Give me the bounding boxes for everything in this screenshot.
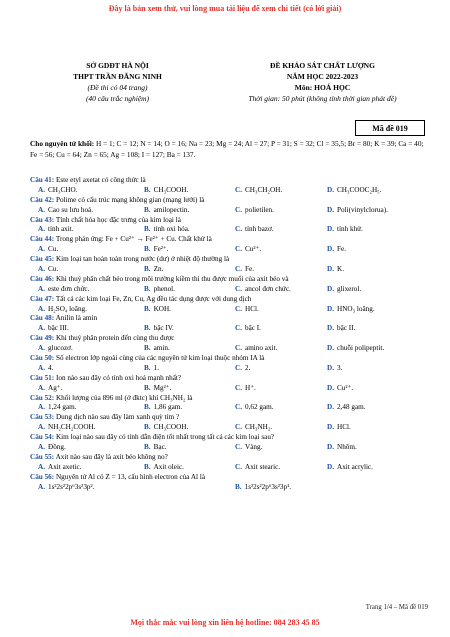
question-text: Khi thuỷ phân protein đến cùng thu được <box>55 334 175 343</box>
answer-option <box>327 206 388 216</box>
answer-option <box>235 384 256 394</box>
option-text: tính axit. <box>48 225 74 234</box>
option-letter: D. <box>327 205 334 214</box>
option-text: Fe. <box>337 245 346 254</box>
answer-option <box>327 186 381 196</box>
option-letter: C. <box>235 225 242 234</box>
question-text: Số electron lớp ngoài cùng của các nguyên tử kim loại thuộc nhóm IA là <box>55 354 265 363</box>
question-number: Câu 47: <box>30 294 55 303</box>
question-item <box>30 235 430 255</box>
question-item <box>30 473 430 493</box>
answer-option <box>144 265 163 275</box>
answer-option <box>327 305 375 315</box>
option-text: Mg²⁺. <box>153 383 172 392</box>
option-text: H₂SO₄ loãng. <box>48 304 87 313</box>
option-letter: D. <box>327 403 334 412</box>
atomic-mass-note <box>30 138 428 160</box>
option-text: NH₂CH₂COOH. <box>48 423 96 432</box>
option-text: 1,24 gam. <box>48 403 77 412</box>
answer-option <box>38 225 74 235</box>
answer-option <box>144 186 188 196</box>
option-letter: C. <box>235 245 242 254</box>
question-item <box>30 216 430 236</box>
option-letter: C. <box>235 205 242 214</box>
question-stem <box>30 295 430 305</box>
answer-option <box>235 206 274 216</box>
question-text: Este etyl axetat có công thức là <box>55 176 146 184</box>
question-text: Khối lượng của 896 ml (ở đktc) khí CH₃NH₂ là <box>55 393 193 402</box>
question-text: Nguyên tử Al có Z = 13, cấu hình electron của Al là <box>55 472 206 481</box>
question-stem <box>30 314 430 324</box>
answer-option <box>144 245 169 255</box>
answer-option <box>38 403 77 413</box>
answer-option <box>235 186 282 196</box>
option-text: Axit acrylic. <box>337 462 373 471</box>
question-number: Câu 51: <box>30 373 55 382</box>
header-right-line: Thời gian: 50 phút (không tính thời gian phát đề) <box>248 94 397 103</box>
answer-option <box>327 285 361 295</box>
option-letter: C. <box>235 185 242 194</box>
exam-code-box: Mã đề 019 <box>355 120 425 136</box>
answer-option <box>38 364 53 374</box>
answer-option <box>235 463 280 473</box>
answer-option <box>235 443 262 453</box>
answer-option <box>235 324 261 334</box>
header-left-line: (40 câu trắc nghiệm) <box>85 94 150 103</box>
answer-option <box>327 423 351 433</box>
question-stem <box>30 176 430 186</box>
option-letter: D. <box>327 462 334 471</box>
answer-option <box>327 443 357 453</box>
answer-option <box>235 245 261 255</box>
answer-option <box>327 245 346 255</box>
question-number: Câu 50: <box>30 354 55 363</box>
question-number: Câu 45: <box>30 255 55 264</box>
question-number: Câu 44: <box>30 235 55 244</box>
question-text: Trong phản ứng: Fe + Cu²⁺ → Fe²⁺ + Cu. Chất khử là <box>55 235 212 244</box>
question-item <box>30 255 430 275</box>
option-letter: B. <box>144 284 151 293</box>
answer-option <box>235 225 274 235</box>
question-number: Câu 42: <box>30 195 55 204</box>
option-letter: B. <box>144 423 151 432</box>
option-letter: A. <box>38 363 45 372</box>
option-text: 1,86 gam. <box>153 403 183 412</box>
option-letter: A. <box>38 383 45 392</box>
option-letter: D. <box>327 245 334 254</box>
option-letter: B. <box>144 245 151 254</box>
option-letter: D. <box>327 423 334 432</box>
answer-options <box>30 206 430 216</box>
question-item <box>30 334 430 354</box>
question-number: Câu 56: <box>30 472 55 481</box>
question-text: Polime có cấu trúc mạng không gian (mạng lưới) là <box>55 195 205 204</box>
question-text: Dung dịch nào sau đây làm xanh quỳ tím ? <box>55 413 180 422</box>
question-number: Câu 55: <box>30 452 55 461</box>
answer-option <box>144 443 167 453</box>
answer-option <box>144 463 184 473</box>
option-text: Zn. <box>153 265 164 274</box>
option-letter: C. <box>235 324 242 333</box>
option-text: bậc III. <box>48 324 69 333</box>
option-text: CH₃COOC₂H₅. <box>337 185 382 194</box>
question-stem <box>30 354 430 364</box>
question-item <box>30 354 430 374</box>
answer-option <box>235 483 291 493</box>
answer-options <box>30 225 430 235</box>
question-item <box>30 275 430 295</box>
answer-option <box>144 206 189 216</box>
answer-option <box>144 403 182 413</box>
answer-option <box>144 384 171 394</box>
option-text: bậc I. <box>245 324 261 333</box>
option-text: glixerol. <box>337 284 362 293</box>
answer-options <box>30 384 430 394</box>
question-stem <box>30 453 430 463</box>
option-text: Vàng. <box>245 443 263 452</box>
option-text: CH₃CHO. <box>48 185 78 194</box>
answer-options <box>30 305 430 315</box>
header-right-line: NĂM HỌC 2022-2023 <box>286 72 359 81</box>
question-number: Câu 52: <box>30 393 55 402</box>
header-left-line: THPT TRẦN ĐĂNG NINH <box>73 72 162 81</box>
exam-info <box>215 60 430 104</box>
option-text: Poli(vinylclorua). <box>337 205 388 214</box>
question-stem <box>30 255 430 265</box>
answer-options <box>30 463 430 473</box>
question-number: Câu 43: <box>30 215 55 224</box>
answer-option <box>235 285 291 295</box>
question-text: Tất cả các kim loại Fe, Zn, Cu, Ag đều tác dụng được với dung dịch <box>55 294 252 303</box>
option-letter: B. <box>144 403 151 412</box>
option-text: glucozơ. <box>48 344 73 353</box>
option-letter: B. <box>144 344 151 353</box>
question-stem <box>30 394 430 404</box>
option-letter: B. <box>144 443 151 452</box>
question-text: Tính chất hóa học đặc trưng của kim loại là <box>55 215 181 224</box>
option-letter: B. <box>144 324 151 333</box>
option-text: Bạc. <box>153 443 167 452</box>
option-text: amino axit. <box>245 344 278 353</box>
question-number: Câu 49: <box>30 334 55 343</box>
option-text: Axit stearic. <box>245 462 281 471</box>
question-stem <box>30 216 430 226</box>
option-text: H⁺. <box>245 383 256 392</box>
answer-option <box>38 206 93 216</box>
answer-option <box>38 423 96 433</box>
answer-option <box>38 285 89 295</box>
answer-options <box>30 443 430 453</box>
answer-option <box>144 364 159 374</box>
answer-option <box>38 344 73 354</box>
option-letter: D. <box>327 344 334 353</box>
question-item <box>30 374 430 394</box>
header-right-line: ĐỀ KHẢO SÁT CHẤT LƯỢNG <box>270 61 375 70</box>
option-text: amin. <box>153 344 170 353</box>
answer-options <box>30 403 430 413</box>
option-letter: A. <box>38 304 45 313</box>
question-stem <box>30 473 430 483</box>
question-item <box>30 394 430 414</box>
option-text: Cu²⁺. <box>337 383 354 392</box>
option-text: ancol đơn chức. <box>245 284 291 293</box>
answer-option <box>144 423 188 433</box>
option-text: Axit oleic. <box>153 462 184 471</box>
answer-option <box>38 186 77 196</box>
option-text: chuỗi polipeptit. <box>337 344 385 353</box>
option-text: Cao su lưu hoá. <box>48 205 94 214</box>
option-text: Cu²⁺. <box>245 245 262 254</box>
option-letter: C. <box>235 443 242 452</box>
answer-option <box>144 285 175 295</box>
answer-options <box>30 245 430 255</box>
option-text: tính bazơ. <box>245 225 274 234</box>
answer-options <box>30 483 430 493</box>
answer-options <box>30 324 430 334</box>
question-stem <box>30 196 430 206</box>
option-letter: C. <box>235 383 242 392</box>
question-number: Câu 46: <box>30 274 55 283</box>
answer-option <box>235 305 259 315</box>
option-text: bậc IV. <box>153 324 174 333</box>
question-item <box>30 295 430 315</box>
option-text: KOH. <box>153 304 171 313</box>
option-text: 1s²2s²2p⁶3s²3p². <box>48 482 95 491</box>
answer-option <box>38 483 94 493</box>
question-text: Ion nào sau đây có tính oxi hoá mạnh nhất? <box>55 373 182 382</box>
option-letter: B. <box>235 482 242 491</box>
option-letter: A. <box>38 482 45 491</box>
option-text: phenol. <box>153 284 175 293</box>
option-text: Axit axetic. <box>48 462 82 471</box>
option-letter: A. <box>38 324 45 333</box>
answer-option <box>38 384 62 394</box>
option-letter: D. <box>327 304 334 313</box>
option-text: tính oxi hóa. <box>153 225 190 234</box>
question-stem <box>30 235 430 245</box>
option-letter: A. <box>38 462 45 471</box>
option-text: 2. <box>245 363 251 372</box>
answer-option <box>327 403 366 413</box>
option-letter: D. <box>327 185 334 194</box>
question-list <box>30 176 430 493</box>
answer-option <box>235 265 254 275</box>
option-text: Đồng. <box>48 443 66 452</box>
option-text: 3. <box>337 363 343 372</box>
question-item <box>30 176 430 196</box>
atomic-mass-values: H = 1; C = 12; N = 14; O = 16; Na = 23; Mg = 24; Al = 27; P = 31; S = 32; Cl = 35,5; Br = 80; K = 39; Ca = 40; Fe = 56; Cu = 64; Zn = 65; Ag = 108; I = 127; Ba = 137. <box>30 139 424 159</box>
option-text: Cu. <box>48 245 59 254</box>
option-text: este đơn chức. <box>48 284 90 293</box>
answer-option <box>38 245 58 255</box>
answer-option <box>327 344 384 354</box>
option-text: CH₃CH₂OH. <box>245 185 283 194</box>
answer-option <box>144 225 190 235</box>
answer-option <box>144 324 174 334</box>
option-text: HCl. <box>245 304 259 313</box>
option-letter: A. <box>38 344 45 353</box>
question-item <box>30 196 430 216</box>
option-letter: B. <box>144 363 151 372</box>
question-item <box>30 314 430 334</box>
answer-option <box>327 384 353 394</box>
option-letter: D. <box>327 383 334 392</box>
option-letter: C. <box>235 284 242 293</box>
option-text: K. <box>337 265 344 274</box>
option-letter: B. <box>144 185 151 194</box>
option-letter: D. <box>327 324 334 333</box>
option-letter: A. <box>38 205 45 214</box>
answer-options <box>30 285 430 295</box>
option-text: 4. <box>48 363 54 372</box>
hotline-banner: Mọi thắc mắc vui lòng xin liên hệ hotline: 084 283 45 85 <box>130 618 320 627</box>
option-letter: D. <box>327 225 334 234</box>
question-number: Câu 41: <box>30 176 55 184</box>
question-text: Kim loại tan hoàn toàn trong nước (dư) ở nhiệt độ thường là <box>55 255 230 264</box>
option-letter: C. <box>235 423 242 432</box>
option-letter: A. <box>38 225 45 234</box>
answer-option <box>327 225 363 235</box>
option-letter: A. <box>38 265 45 274</box>
option-letter: A. <box>38 423 45 432</box>
option-text: Fe²⁺. <box>153 245 169 254</box>
question-text: Khi thuỷ phân chất béo trong môi trường kiềm thì thu được muối của axit béo và <box>55 274 289 283</box>
answer-option <box>38 324 69 334</box>
option-letter: D. <box>327 363 334 372</box>
option-text: 0,62 gam. <box>245 403 274 412</box>
atomic-mass-label: Cho nguyên tử khối: <box>30 139 95 148</box>
option-text: HCl. <box>337 423 351 432</box>
option-letter: B. <box>144 462 151 471</box>
question-number: Câu 53: <box>30 413 55 422</box>
option-letter: C. <box>235 304 242 313</box>
answer-option <box>235 403 274 413</box>
header-left-line: SỞ GDĐT HÀ NỘI <box>86 61 149 70</box>
question-text: Anilin là amin <box>55 314 98 323</box>
header-left-line: (Đề thi có 04 trang) <box>87 83 148 92</box>
answer-option <box>38 265 58 275</box>
question-stem <box>30 433 430 443</box>
answer-option <box>144 305 171 315</box>
option-text: 1. <box>153 363 159 372</box>
option-letter: C. <box>235 265 242 274</box>
question-stem <box>30 334 430 344</box>
question-stem <box>30 374 430 384</box>
option-letter: C. <box>235 363 242 372</box>
answer-option <box>327 463 373 473</box>
option-text: bậc II. <box>337 324 356 333</box>
answer-options <box>30 265 430 275</box>
answer-option <box>235 423 272 433</box>
option-text: Cu. <box>48 265 59 274</box>
option-letter: C. <box>235 462 242 471</box>
option-letter: B. <box>144 304 151 313</box>
page-footer: Trang 1/4 – Mã đề 019 <box>365 604 428 611</box>
answer-option <box>144 344 170 354</box>
question-item <box>30 433 430 453</box>
question-stem <box>30 275 430 285</box>
answer-options <box>30 344 430 354</box>
option-letter: D. <box>327 265 334 274</box>
option-text: polietilen. <box>245 205 274 214</box>
option-letter: D. <box>327 443 334 452</box>
answer-option <box>327 265 344 275</box>
option-letter: A. <box>38 403 45 412</box>
option-text: amilopectin. <box>153 205 190 214</box>
option-text: CH₃COOH. <box>153 423 189 432</box>
question-stem <box>30 413 430 423</box>
option-text: 2,48 gam. <box>337 403 366 412</box>
option-letter: A. <box>38 245 45 254</box>
option-text: tính khử. <box>337 225 363 234</box>
question-item <box>30 413 430 433</box>
option-text: Ag⁺. <box>48 383 63 392</box>
preview-banner: Đây là bản xem thử, vui lòng mua tài liệu để xem chi tiết (có lời giải) <box>108 4 342 13</box>
option-letter: B. <box>144 383 151 392</box>
option-letter: A. <box>38 185 45 194</box>
answer-options <box>30 423 430 433</box>
option-letter: C. <box>235 344 242 353</box>
option-text: CH₃NH₂. <box>245 423 273 432</box>
answer-options <box>30 364 430 374</box>
answer-option <box>38 305 87 315</box>
option-text: Fe. <box>245 265 254 274</box>
header-right-line: Môn: HOÁ HỌC <box>294 83 351 92</box>
option-text: 1s²2s²2p⁶3s²3p¹. <box>244 482 292 491</box>
option-letter: A. <box>38 443 45 452</box>
answer-option <box>235 364 250 374</box>
option-text: CH₃COOH. <box>153 185 189 194</box>
option-letter: A. <box>38 284 45 293</box>
answer-options <box>30 186 430 196</box>
question-number: Câu 48: <box>30 314 55 323</box>
question-text: Axit nào sau đây là axit béo không no? <box>55 452 168 461</box>
answer-option <box>235 344 277 354</box>
option-letter: B. <box>144 205 151 214</box>
answer-option <box>327 364 342 374</box>
option-letter: D. <box>327 284 334 293</box>
answer-option <box>38 443 66 453</box>
option-text: Nhôm. <box>337 443 357 452</box>
answer-option <box>327 324 355 334</box>
question-item <box>30 453 430 473</box>
answer-option <box>38 463 82 473</box>
option-letter: B. <box>144 265 151 274</box>
question-text: Kim loại nào sau đây có tính dẫn điện tốt nhất trong tất cả các kim loại sau? <box>55 433 275 442</box>
option-letter: C. <box>235 403 242 412</box>
question-number: Câu 54: <box>30 433 55 442</box>
option-letter: B. <box>144 225 151 234</box>
option-text: HNO₃ loãng. <box>337 304 375 313</box>
school-info <box>45 60 190 104</box>
